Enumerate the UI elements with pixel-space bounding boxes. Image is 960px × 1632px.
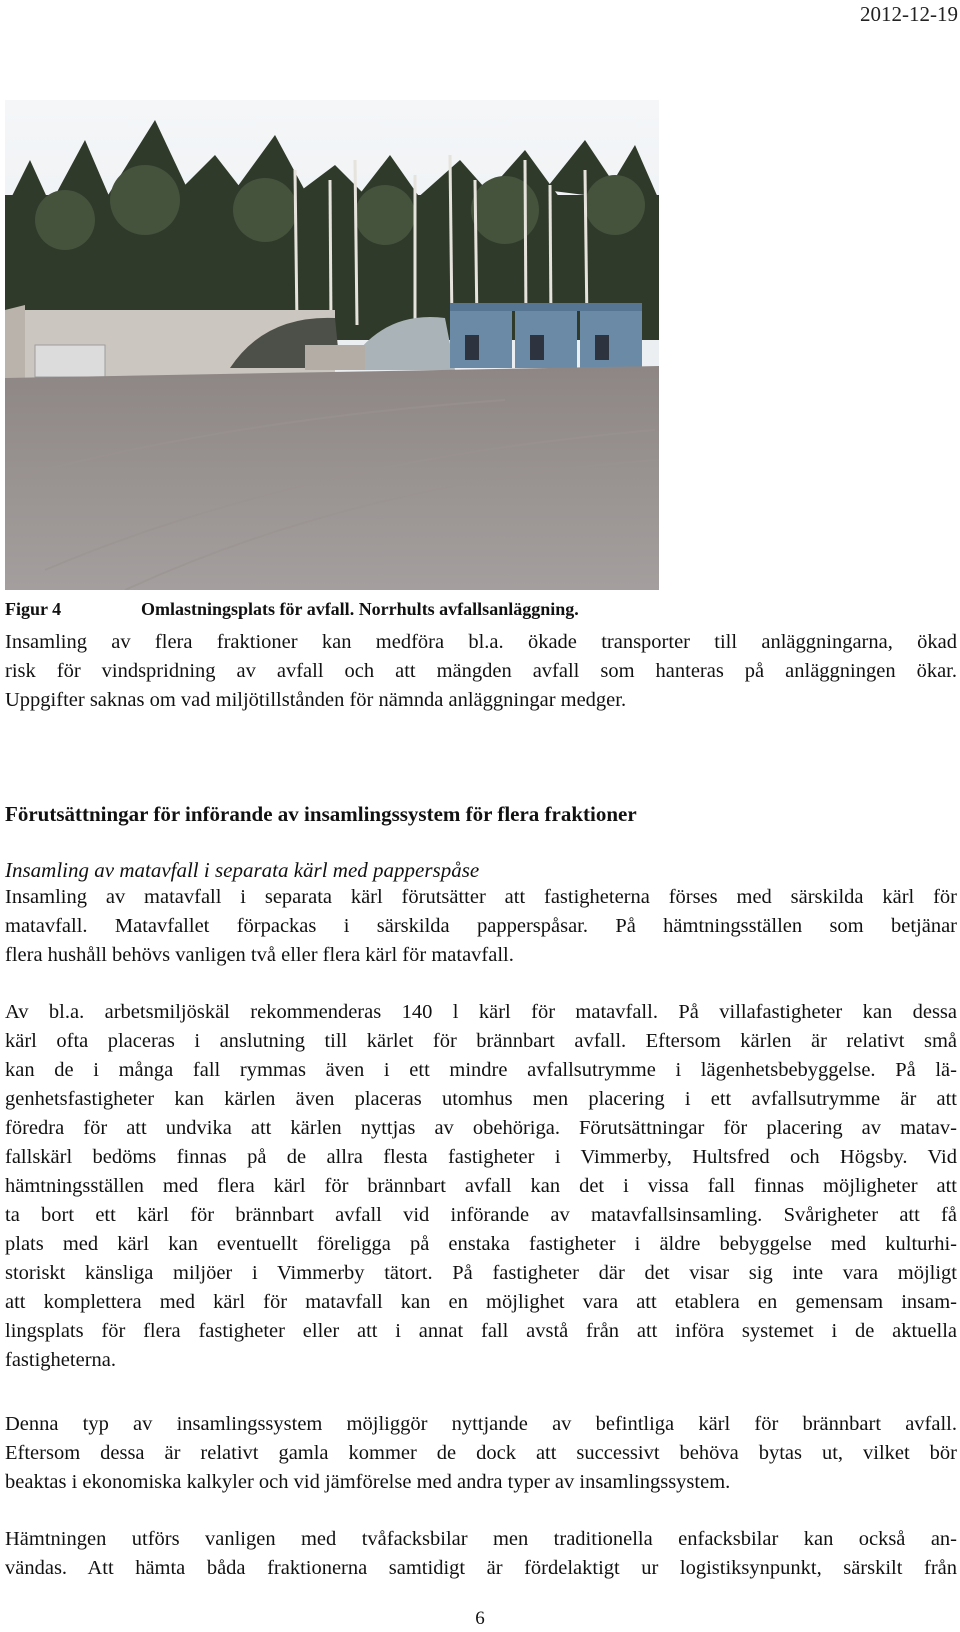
figure-caption-text: Omlastningsplats för avfall. Norrhults avfallsanläggning. — [141, 599, 579, 619]
paragraph-2 — [5, 998, 957, 1375]
text-line: risk för vindspridning av avfall och att mängden avfall som hanteras på anläggningen ökar. — [5, 660, 957, 682]
text-line: Uppgifter saknas om vad miljötillstånden för nämnda anläggningar medger. — [5, 689, 627, 711]
text-line: fallskärl bedöms finnas på de allra flesta fastigheter i Vimmerby, Hultsfred och Högsby. Vid — [5, 1146, 957, 1168]
figure-photo — [5, 100, 659, 590]
intro-paragraph — [5, 628, 957, 715]
figure-caption — [5, 599, 579, 620]
text-line: lingsplats för flera fastigheter eller att i annat fall avstå från att införa systemet i de aktuella — [5, 1320, 957, 1342]
text-line: storiskt känsliga miljöer i Vimmerby tätort. På fastigheter där det visar sig inte vara möjligt — [5, 1262, 957, 1284]
text-line: kärl ofta placeras i anslutning till kärlet för brännbart avfall. Eftersom kärlen är relativt små — [5, 1030, 957, 1052]
header-date: 2012-12-19 — [860, 2, 958, 26]
text-line: kan de i många fall rymmas även i ett mindre avfallsutrymme i lägenhetsbebyggelse. På lä- — [5, 1059, 957, 1081]
figure-number: Figur 4 — [5, 599, 62, 619]
page-number: 6 — [475, 1608, 485, 1629]
paragraph-1 — [5, 883, 957, 970]
text-line: flera hushåll behövs vanligen två eller flera kärl för matavfall. — [5, 944, 514, 966]
text-line: Eftersom dessa är relativt gamla kommer de dock att successivt behöva bytas ut, vilket bör — [5, 1442, 957, 1464]
text-line: Insamling av flera fraktioner kan medföra bl.a. ökade transporter till anläggningarna, ökad — [5, 631, 957, 653]
paragraph-3 — [5, 1410, 957, 1497]
text-line: föredra för att undvika att kärlen nyttjas av obehöriga. Förutsättningar för placering av matav- — [5, 1117, 957, 1139]
text-line: Av bl.a. arbetsmiljöskäl rekommenderas 140 l kärl för matavfall. På villafastigheter kan dessa — [5, 1001, 957, 1023]
text-line: matavfall. Matavfallet förpackas i särskilda papperspåsar. På hämtningsställen som betjänar — [5, 915, 957, 937]
section-heading: Förutsättningar för införande av insamlingssystem för flera fraktioner — [5, 802, 637, 826]
text-line: Hämtningen utförs vanligen med tvåfacksbilar men traditionella enfacksbilar kan också an- — [5, 1528, 957, 1550]
text-line: fastigheterna. — [5, 1349, 116, 1371]
subheading: Insamling av matavfall i separata kärl med papperspåse — [5, 858, 480, 882]
text-line: genhetsfastigheter kan kärlen även placeras utomhus men placering i ett avfallsutrymme är att — [5, 1088, 957, 1110]
text-line: plats med kärl kan eventuellt föreligga på enstaka fastigheter i äldre bebyggelse med kulturhi- — [5, 1233, 957, 1255]
text-line: Denna typ av insamlingssystem möjliggör nyttjande av befintliga kärl för brännbart avfall. — [5, 1413, 957, 1435]
text-line: att komplettera med kärl för matavfall kan en möjlighet vara att etablera en gemensam insam- — [5, 1291, 957, 1313]
paragraph-4 — [5, 1525, 957, 1583]
text-line: Insamling av matavfall i separata kärl förutsätter att fastigheterna förses med särskilda kärl för — [5, 886, 957, 908]
text-line: ta bort ett kärl för brännbart avfall vid införande av matavfallsinsamling. Svårigheter att få — [5, 1204, 957, 1226]
text-line: hämtningsställen med flera kärl för brännbart avfall kan det i vissa fall finnas möjligheter att — [5, 1175, 957, 1197]
text-line: beaktas i ekonomiska kalkyler och vid jämförelse med andra typer av insamlingssystem. — [5, 1471, 731, 1493]
text-line: vändas. Att hämta båda fraktionerna samtidigt är fördelaktigt ur logistiksynpunkt, särskilt från — [5, 1557, 957, 1579]
